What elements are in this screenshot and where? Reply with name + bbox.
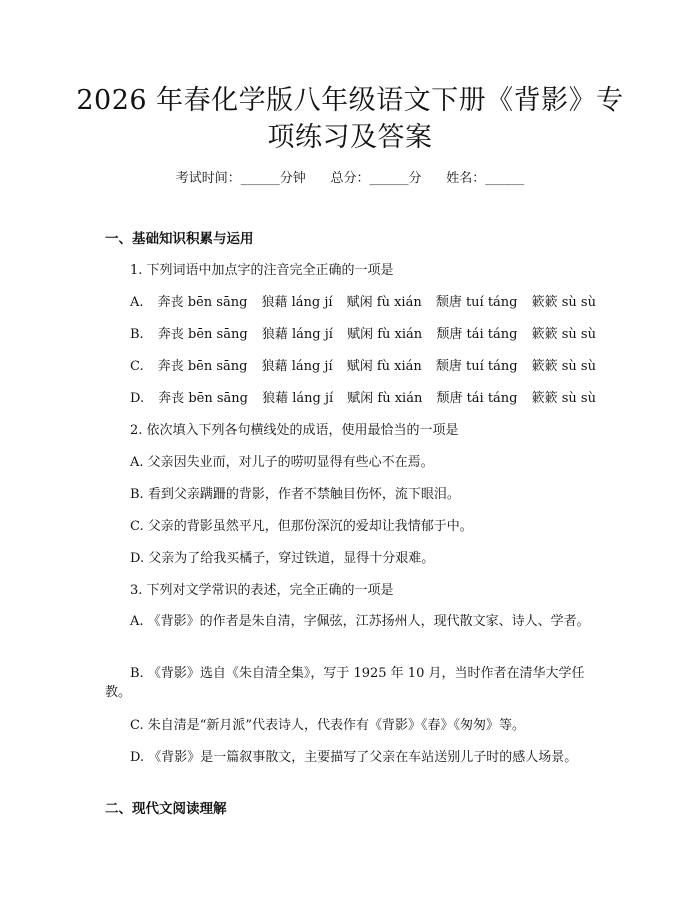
- option-item: 簌簌 sù sù: [531, 359, 596, 374]
- option-item: 狼藉 láng jí: [261, 359, 333, 374]
- option-item: 簌簌 sù sù: [531, 391, 596, 406]
- q2-option-b: B. 看到父亲蹒跚的背影，作者不禁触目伤怀，流下眼泪。: [130, 487, 460, 502]
- option-item: 狼藉 láng jí: [261, 295, 333, 310]
- q3-option-a: A. 《背影》的作者是朱自清，字佩弦，江苏扬州人，现代散文家、诗人、学者。: [130, 614, 590, 629]
- option-item: 颓唐 tái táng: [436, 391, 518, 406]
- option-item: 赋闲 fù xián: [346, 359, 422, 374]
- option-item: 簌簌 sù sù: [531, 295, 596, 310]
- q2-option-c: C. 父亲的背影虽然平凡，但那份深沉的爱却让我情郁于中。: [130, 519, 473, 534]
- q2-option-a: A. 父亲因失业而，对儿子的唠叨显得有些心不在焉。: [130, 455, 434, 470]
- section-heading-1: 一、基础知识积累与运用: [105, 231, 254, 247]
- option-item: 赋闲 fù xián: [346, 295, 422, 310]
- option-letter: B.: [130, 327, 144, 342]
- option-letter: D.: [130, 391, 145, 406]
- exam-meta-info: 考试时间：______分钟 总分：______分 姓名：______: [175, 171, 525, 186]
- option-item: 狼藉 láng jí: [261, 327, 333, 342]
- q1-option-a: [130, 294, 596, 312]
- q3-option-d: D. 《背影》是一篇叙事散文，主要描写了父亲在车站送别儿子时的感人场景。: [130, 750, 578, 765]
- option-item: 颓唐 tuí táng: [435, 295, 518, 310]
- option-item: 簌簌 sù sù: [531, 327, 596, 342]
- question-2-stem: 2. 依次填入下列各句横线处的成语，使用最恰当的一项是: [130, 423, 459, 438]
- option-item: 颓唐 tuí táng: [435, 359, 518, 374]
- option-item: 奔丧 bēn sāng: [157, 327, 248, 342]
- option-letter: A.: [130, 295, 144, 310]
- page-title-line1: 2026 年春化学版八年级语文下册《背影》专: [76, 85, 624, 116]
- option-item: 颓唐 tái táng: [436, 327, 518, 342]
- option-item: 奔丧 bēn sāng: [157, 295, 248, 310]
- option-item: 赋闲 fù xián: [347, 391, 423, 406]
- question-1-stem: 1. 下列词语中加点字的注音完全正确的一项是: [130, 263, 394, 278]
- q2-option-d: D. 父亲为了给我买橘子，穿过铁道，显得十分艰难。: [130, 551, 435, 566]
- option-item: 赋闲 fù xián: [347, 327, 423, 342]
- option-item: 奔丧 bēn sāng: [157, 359, 248, 374]
- q1-option-d: [130, 390, 596, 408]
- section-heading-2: 二、现代文阅读理解: [105, 801, 227, 817]
- option-letter: C.: [130, 359, 144, 374]
- option-item: 狼藉 láng jí: [262, 391, 334, 406]
- q3-option-c: C. 朱自清是“新月派”代表诗人，代表作有《背影》《春》《匆匆》等。: [130, 718, 526, 733]
- page-title-line2: 项练习及答案: [267, 122, 433, 153]
- q3-option-b: B. 《背影》选自《朱自清全集》，写于 1925 年 10 月，当时作者在清华大学任教。: [105, 666, 585, 700]
- question-3-stem: 3. 下列对文学常识的表述，完全正确的一项是: [130, 583, 394, 598]
- q1-option-b: [130, 326, 596, 344]
- option-item: 奔丧 bēn sāng: [158, 391, 248, 406]
- q1-option-c: [130, 358, 596, 376]
